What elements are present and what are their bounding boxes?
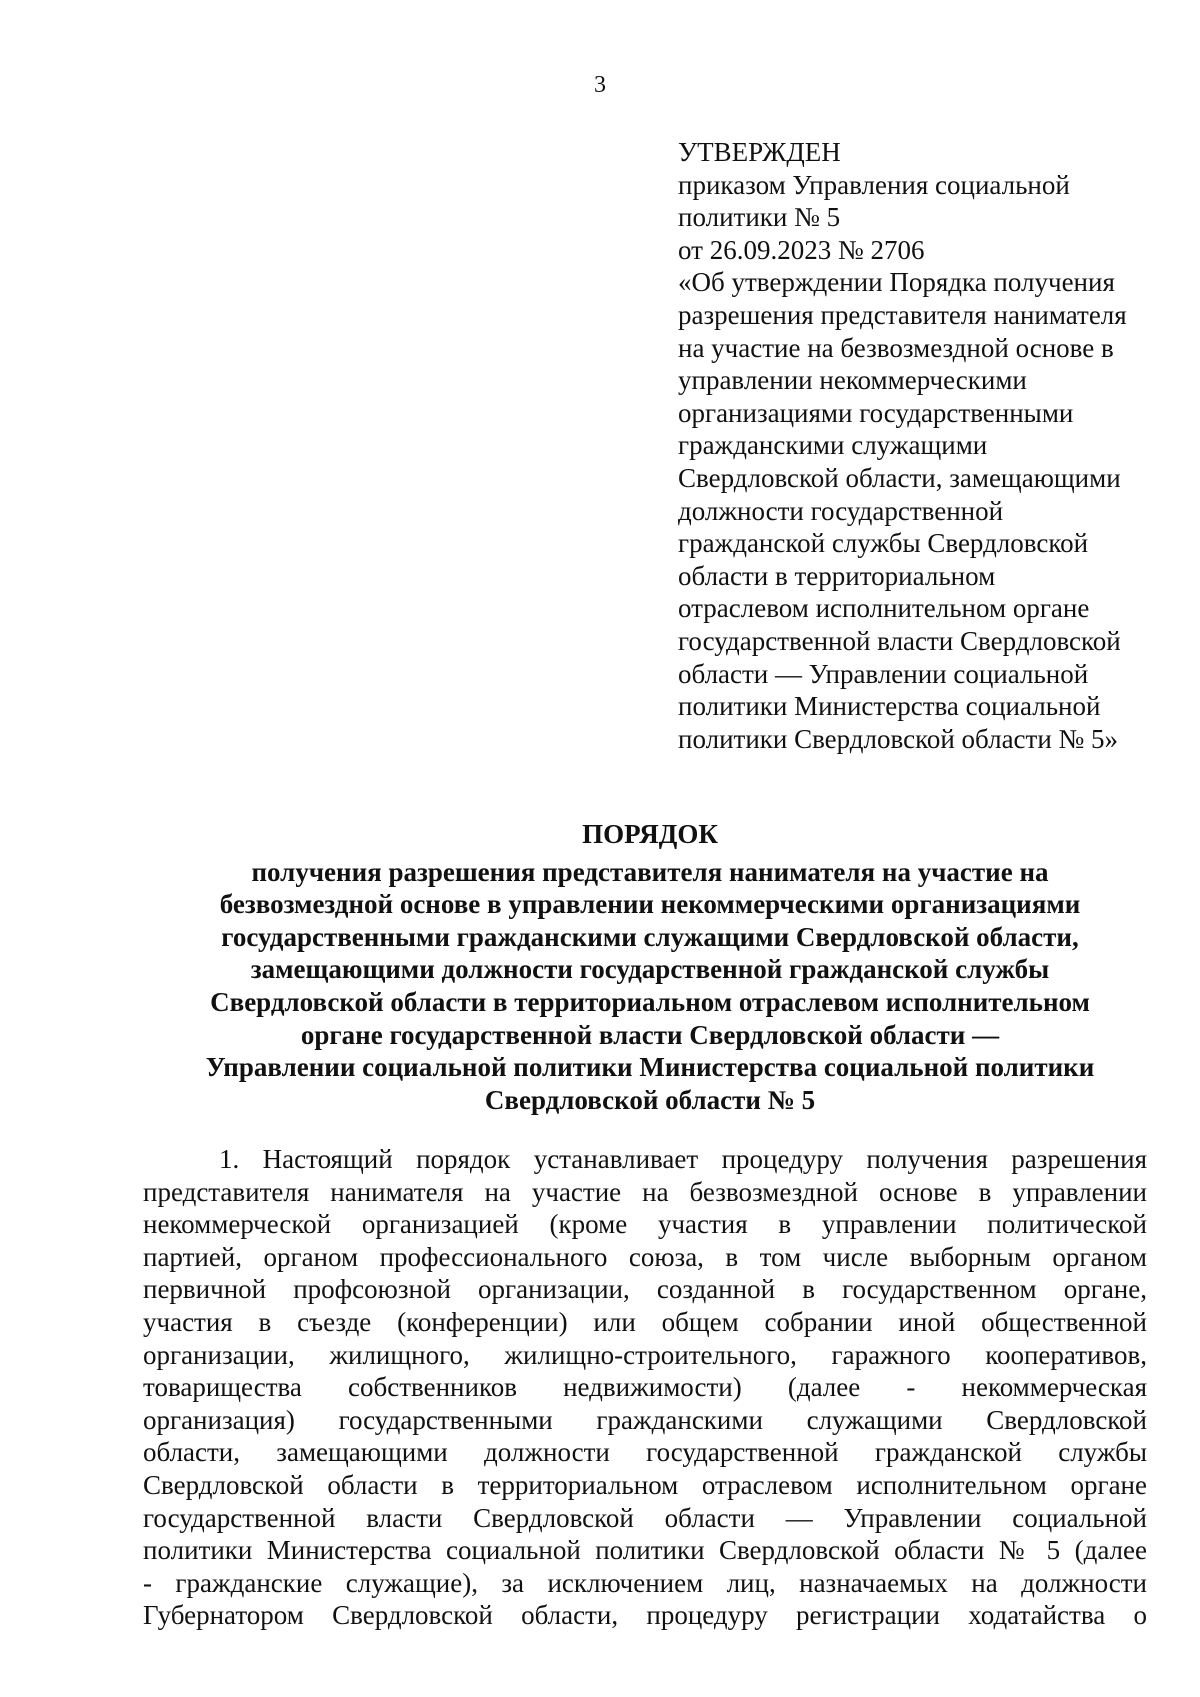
approval-line: Свердловской области, замещающими: [678, 462, 1121, 493]
body-line: Губернатором Свердловской области, процедуру регистрации ходатайства о: [143, 1600, 1147, 1631]
approval-line: политики Свердловской области № 5»: [678, 723, 1119, 754]
body-line: представителя нанимателя на участие на безвозмездной основе в управлении: [143, 1176, 1147, 1207]
body-line: политики Министерства социальной политики Свердловской области № 5 (далее: [143, 1535, 1147, 1566]
approval-line: «Об утверждении Порядка получения: [678, 267, 1115, 298]
body-line: области, замещающими должности государственной гражданской службы: [143, 1437, 1147, 1468]
body-line: товарищества собственников недвижимости) (далее - некоммерческая: [143, 1372, 1147, 1403]
title-subtitle-line: получения разрешения представителя нанимателя на участие на: [251, 856, 1049, 887]
body-line: партией, органом профессионального союза, в том числе выборным органом: [143, 1241, 1147, 1272]
page-number: 3: [594, 72, 606, 98]
approval-line: от 26.09.2023 № 2706: [678, 234, 925, 265]
approval-line: на участие на безвозмездной основе в: [678, 332, 1114, 363]
approval-line: политики Министерства социальной: [678, 691, 1101, 722]
body-line: некоммерческой организацией (кроме участия в управлении политической: [143, 1209, 1147, 1240]
title-subtitle-line: Свердловской области в территориальном отраслевом исполнительном: [210, 986, 1090, 1017]
body-line: Свердловской области в территориальном отраслевом исполнительном органе: [143, 1469, 1147, 1500]
approval-line: должности государственной: [678, 495, 1004, 526]
body-line: первичной профсоюзной организации, созданной в государственном органе,: [143, 1274, 1147, 1305]
approval-line: организациями государственными: [678, 397, 1074, 428]
body-line: - гражданские служащие), за исключением лиц, назначаемых на должности: [143, 1567, 1147, 1598]
title-subtitle-line: безвозмездной основе в управлении некоммерческими организациями: [219, 889, 1081, 920]
body-line: организации, жилищного, жилищно-строительного, гаражного кооперативов,: [143, 1339, 1147, 1370]
approval-line: управлении некоммерческими: [678, 365, 1027, 396]
body-line: организация) государственными гражданскими служащими Свердловской: [143, 1404, 1147, 1435]
title-subtitle-line: Управлении социальной политики Министерства социальной политики: [205, 1052, 1095, 1083]
paragraph-1: [143, 1143, 1147, 1632]
title-subtitle-line: органе государственной власти Свердловской области —: [300, 1019, 1000, 1050]
approval-line: государственной власти Свердловской: [678, 625, 1121, 656]
approval-line: отраслевом исполнительном органе: [678, 593, 1090, 624]
approval-line: политики № 5: [678, 202, 841, 233]
approval-line: разрешения представителя нанимателя: [678, 299, 1127, 330]
approval-line: гражданской службы Свердловской: [678, 528, 1089, 559]
title-subtitle-line: государственными гражданскими служащими Свердловской области,: [221, 921, 1079, 952]
title-main: ПОРЯДОК: [582, 819, 718, 849]
body-line: государственной власти Свердловской области — Управлении социальной: [143, 1502, 1147, 1533]
approval-line: области в территориальном: [678, 560, 996, 591]
approval-line: УТВЕРЖДЕН: [678, 137, 841, 167]
body-line: 1. Настоящий порядок устанавливает процедуру получения разрешения: [219, 1144, 1147, 1174]
approval-stamp: [678, 136, 1178, 755]
approval-line: гражданскими служащими: [678, 430, 988, 461]
body-line: участия в съезде (конференции) или общем собрании иной общественной: [143, 1306, 1147, 1337]
title-subtitle-line: Свердловской области № 5: [484, 1084, 816, 1115]
approval-line: области — Управлении социальной: [678, 658, 1089, 689]
document-title: [140, 818, 1160, 1116]
approval-line: приказом Управления социальной: [678, 169, 1070, 200]
title-subtitle-line: замещающими должности государственной гражданской службы: [250, 954, 1050, 985]
